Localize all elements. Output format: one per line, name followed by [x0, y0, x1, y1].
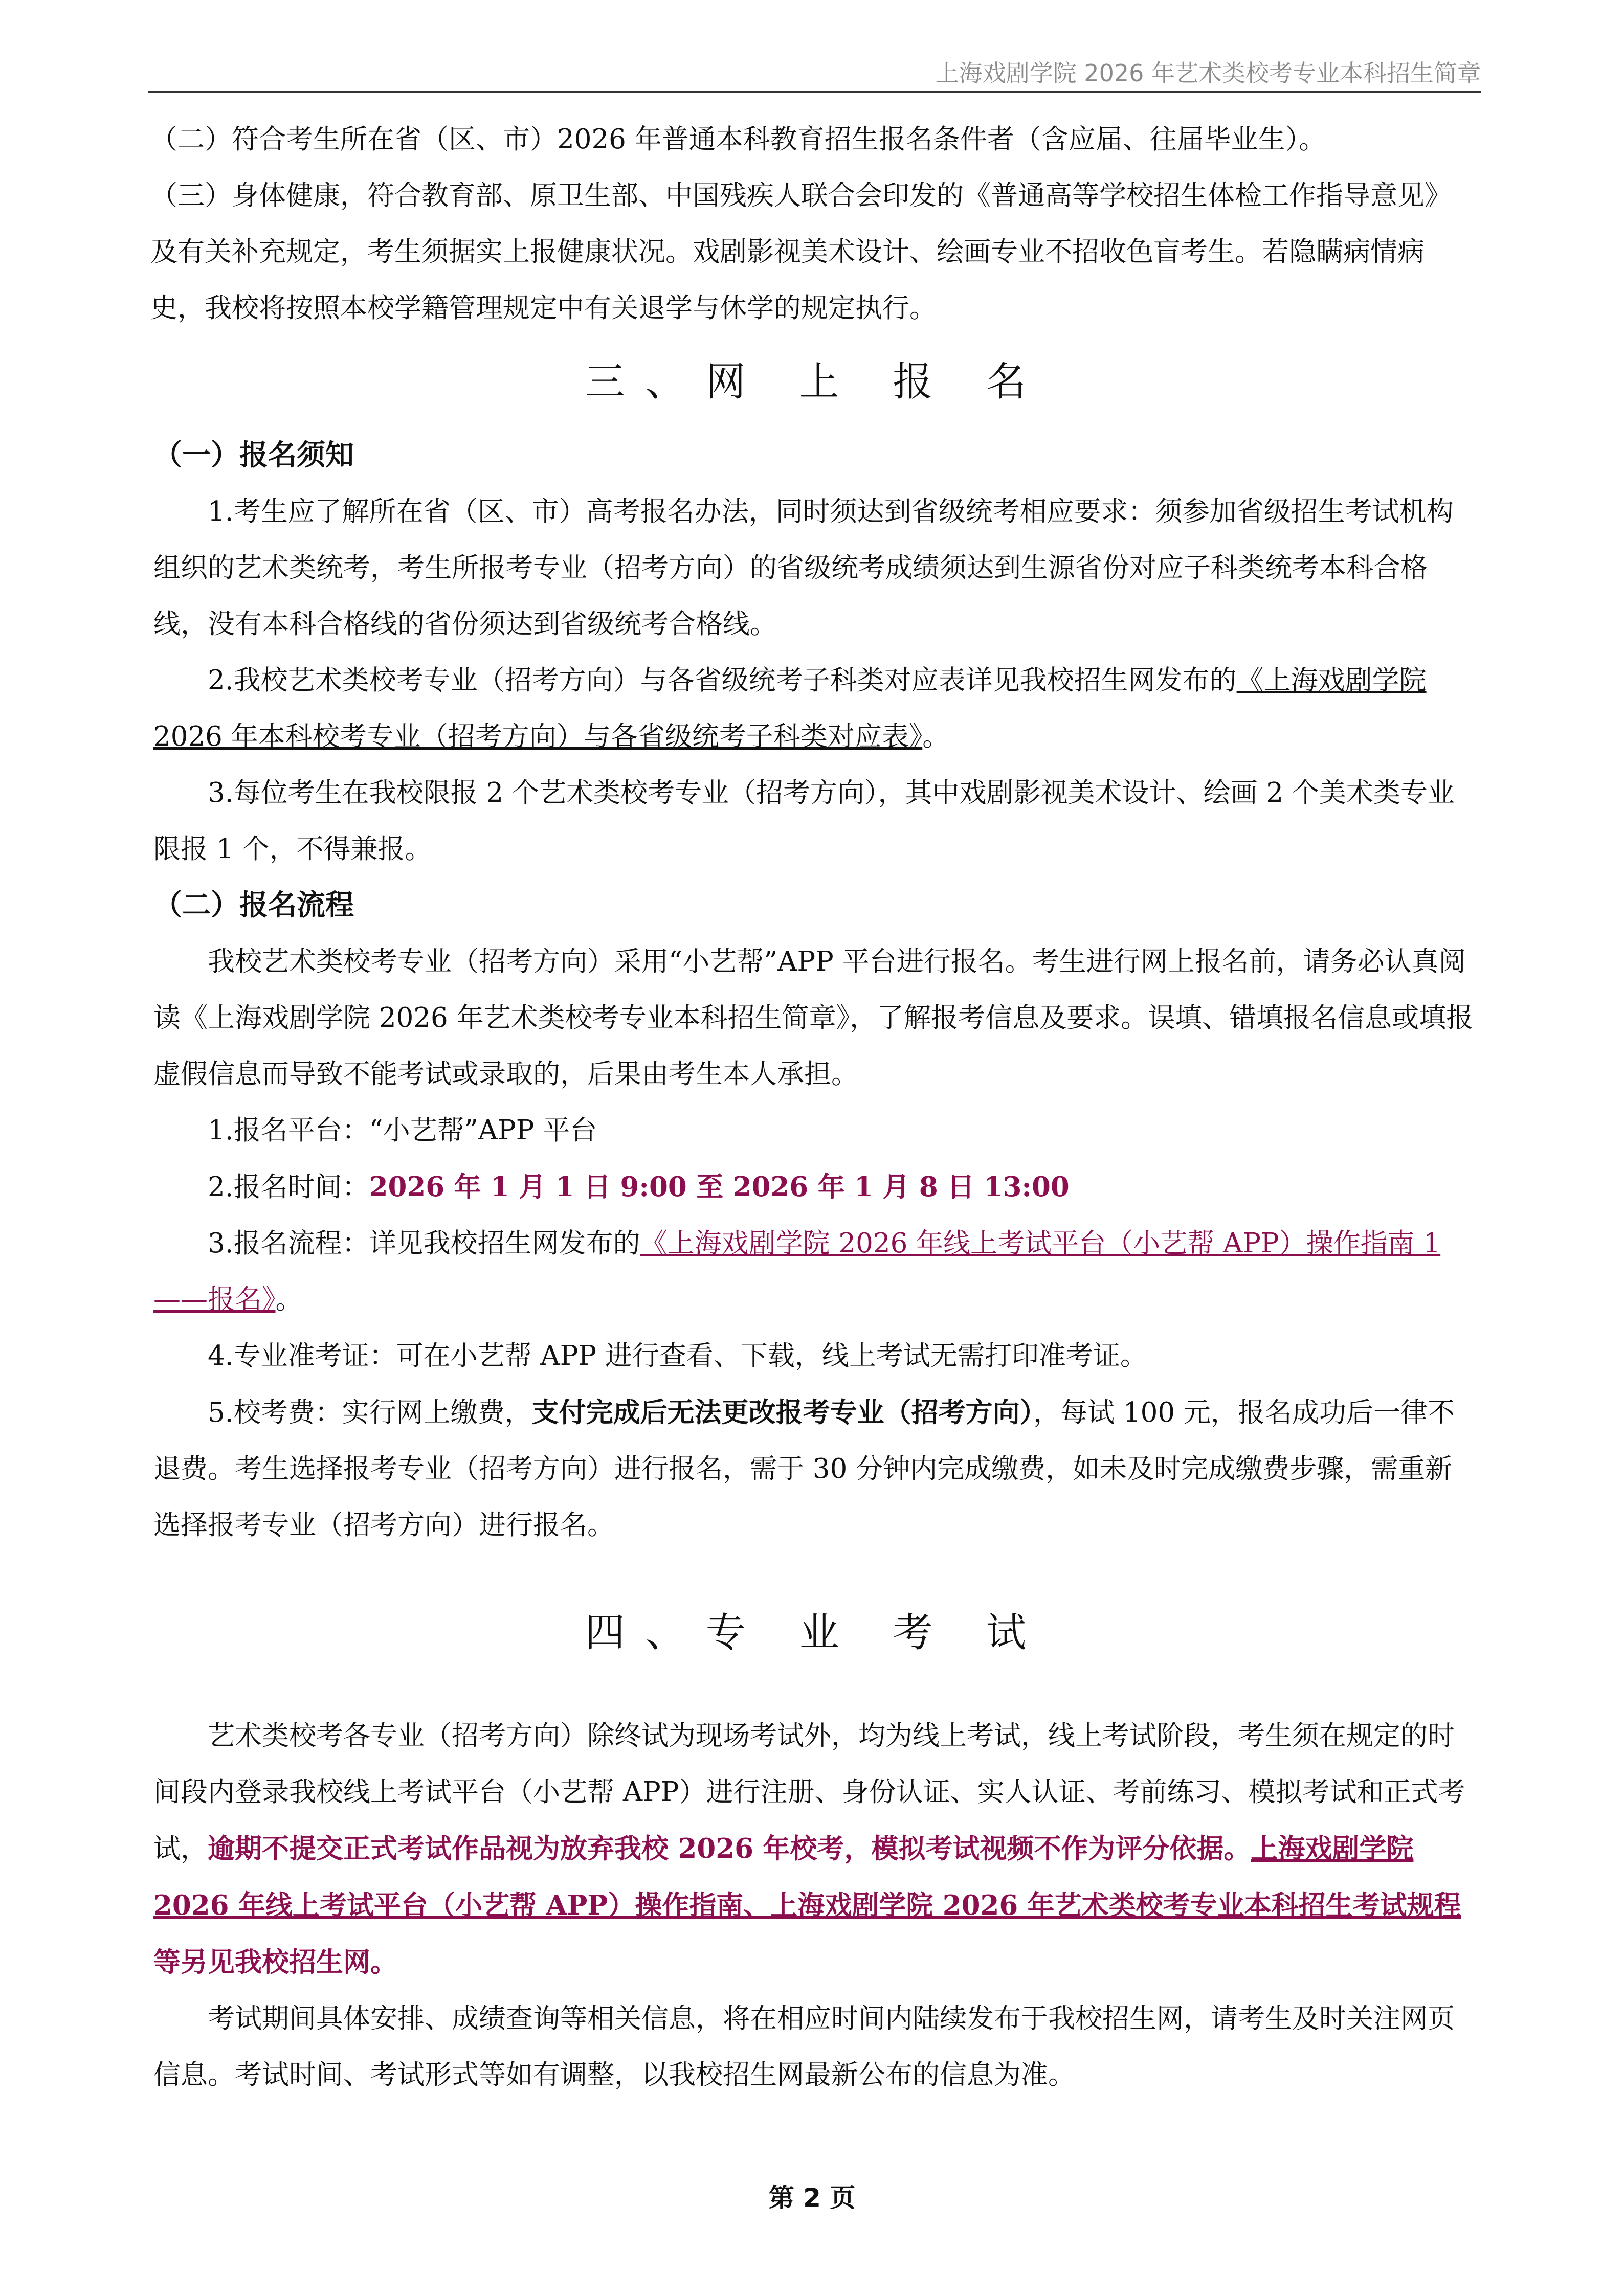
fee-text-c: ，每试 100 元，报名成功后一律不退费。考生选择报考专业（招考方向）进行报名，需于 30 分钟内完成缴费，如未及时完成缴费步骤，需重新选择报考专业（招考方向）进行报名。: [153, 1397, 1455, 1541]
section-title-online-registration: 三、网 上 报 名: [585, 359, 1047, 405]
process-item-time-label: 2.报名时间：: [208, 1172, 369, 1203]
exam-paragraph-1: [153, 1708, 1478, 1991]
fee-text-a: 5.校考费：实行网上缴费，: [208, 1397, 532, 1428]
correspondence-table-link[interactable]: 《上海戏剧学院 2026 年本科校考专业（招考方向）与各省级统考子科类对应表》: [153, 665, 1427, 752]
subheading-registration-notice: （一）报名须知: [153, 439, 354, 472]
notice-paragraph-2-end: 。: [922, 721, 950, 752]
notice-paragraph-1: 1.考生应了解所在省（区、市）高考报名办法，同时须达到省级统考相应要求：须参加省级招生考试机构组织的艺术类统考，考生所报考专业（招考方向）的省级统考成绩须达到生源省份对应子科类统考本科合格线，没有本科合格线的省份须达到省级统考合格线。: [153, 496, 1454, 640]
exam-text-a: 艺术类校考各专业（招考方向）除终试为现场考试外，均为线上考试，线上考试阶段，考生须在规定的时间段内登录我校线上考试平台（小艺帮 APP）进行注册、身份认证、实人认证、考前练习、模拟考试和正式考试，: [153, 1720, 1465, 1864]
condition-item-3: （三）身体健康，符合教育部、原卫生部、中国残疾人联合会印发的《普通高等学校招生体检工作指导意见》及有关补充规定，考生须据实上报健康状况。戏剧影视美术设计、绘画专业不招收色盲考生。若隐瞒病情病史，我校将按照本校学籍管理规定中有关退学与休学的规定执行。: [150, 180, 1452, 324]
process-item-platform: 1.报名平台：“小艺帮”APP 平台: [208, 1115, 597, 1146]
condition-item-2: （二）符合考生所在省（区、市）2026 年普通本科教育招生报名条件者（含应届、往届毕业生）。: [150, 124, 1326, 155]
operation-guide-link[interactable]: 《上海戏剧学院 2026 年线上考试平台（小艺帮 APP）操作指南 1——报名》: [153, 1228, 1441, 1315]
subheading-registration-process: （二）报名流程: [153, 889, 354, 922]
process-item-flow-label: 3.报名流程：详见我校招生网发布的: [208, 1228, 640, 1259]
process-item-flow-end: 。: [275, 1284, 303, 1315]
registration-time-value: 2026 年 1 月 1 日 9:00 至 2026 年 1 月 8 日 13:00: [369, 1171, 1070, 1203]
running-header: 上海戏剧学院 2026 年艺术类校考专业本科招生简章: [148, 55, 1481, 93]
process-item-time: [153, 1159, 1478, 1215]
section-title-professional-exam: 四、专 业 考 试: [585, 1610, 1047, 1656]
process-item-fee: [153, 1384, 1478, 1554]
exam-paragraph-2: 考试期间具体安排、成绩查询等相关信息，将在相应时间内陆续发布于我校招生网，请考生及时关注网页信息。考试时间、考试形式等如有调整，以我校招生网最新公布的信息为准。: [153, 2003, 1455, 2090]
page-content: [150, 111, 1478, 2103]
page-number: 第 2 页: [768, 2183, 856, 2213]
notice-paragraph-2-text: 2.我校艺术类校考专业（招考方向）与各省级统考子科类对应表详见我校招生网发布的: [208, 665, 1237, 696]
process-item-flow: [153, 1215, 1478, 1328]
process-item-admission-ticket: 4.专业准考证：可在小艺帮 APP 进行查看、下载，线上考试无需打印准考证。: [208, 1340, 1147, 1371]
exam-text-end: 等另见我校招生网。: [153, 1946, 397, 1978]
notice-paragraph-2: [153, 652, 1478, 765]
exam-warning-text: 逾期不提交正式考试作品视为放弃我校 2026 年校考，模拟考试视频不作为评分依据。: [208, 1833, 1251, 1864]
fee-text-bold: 支付完成后无法更改报考专业（招考方向）: [531, 1397, 1034, 1428]
exam-rules-link[interactable]: 上海戏剧学院 2026 年线上考试平台（小艺帮 APP）操作指南、上海戏剧学院 2026 年艺术类校考专业本科招生考试规程: [153, 1833, 1461, 1921]
process-intro: 我校艺术类校考专业（招考方向）采用“小艺帮”APP 平台进行报名。考生进行网上报名前，请务必认真阅读《上海戏剧学院 2026 年艺术类校考专业本科招生简章》，了解报考信息及要求。误填、错填报名信息或填报虚假信息而导致不能考试或录取的，后果由考生本人承担。: [153, 946, 1474, 1090]
notice-paragraph-3: 3.每位考生在我校限报 2 个艺术类校考专业（招考方向），其中戏剧影视美术设计、绘画 2 个美术类专业限报 1 个，不得兼报。: [153, 777, 1455, 865]
